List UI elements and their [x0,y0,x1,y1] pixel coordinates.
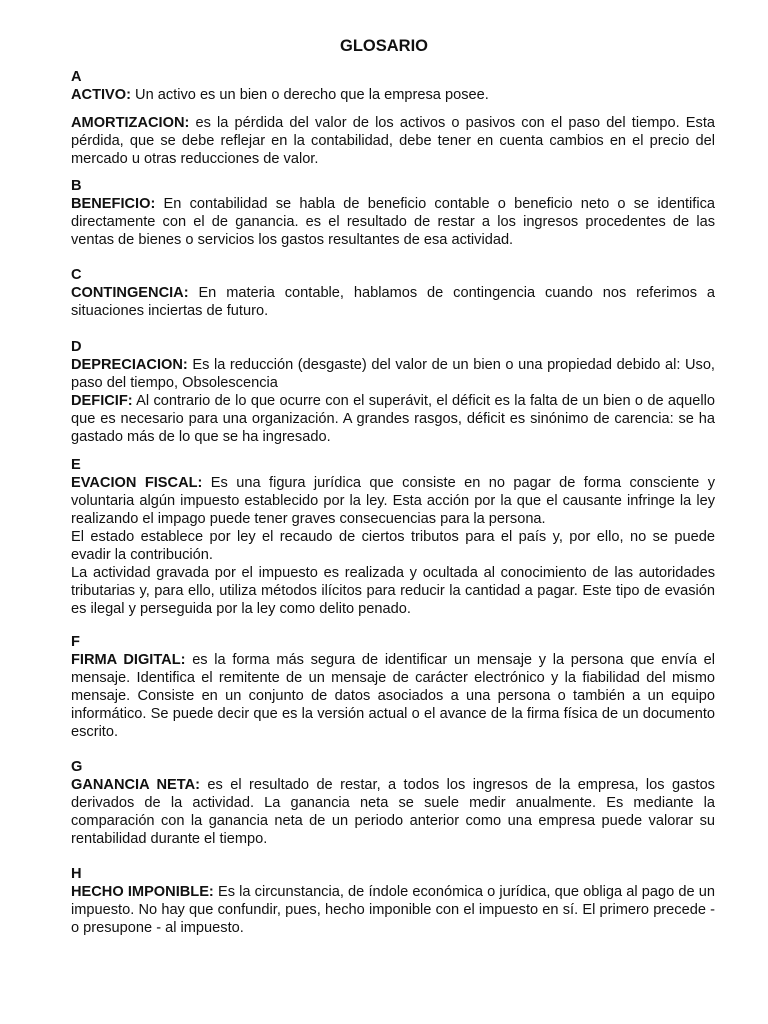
entry-term: HECHO IMPONIBLE: [71,884,214,900]
entry-term: EVACION FISCAL: [71,475,203,491]
section-h [71,865,715,937]
entry-definition: es el resultado de restar, a todos los ingresos de la empresa, los gastos derivados de la actividad. La ganancia neta se suele medir anualmente. Es mediante la comparación con la ganancia neta de un periodo anterior como una empresa puede valorar su rentabilidad durante el tiempo. [71,777,715,847]
entry-definition: En contabilidad se habla de beneficio contable o beneficio neto o se identifica directamente con el de ganancia. es el resultado de restar a los ingresos procedentes de las ventas de bienes o servicios los gastos resultantes de esa actividad. [71,196,715,248]
entry-term: FIRMA DIGITAL: [71,652,186,668]
glossary-entry [71,392,715,446]
page-title: GLOSARIO [339,37,428,55]
entry-definition: Es una figura jurídica que consiste en no pagar de forma consciente y voluntaria algún impuesto establecido por la ley. Esta acción por la que el causante infringe la ley realizando el impago puede tener graves consecuencias para la persona. [71,475,715,527]
entry-definition: En materia contable, hablamos de contingencia cuando nos referimos a situaciones inciertas de futuro. [71,285,715,319]
glossary-entry [71,651,715,741]
section-a [71,68,715,104]
entry-term: AMORTIZACION: [71,115,190,131]
entry-definition: es la pérdida del valor de los activos o pasivos con el paso del tiempo. Esta pérdida, que se debe reflejar en la contabilidad, debe tener en cuenta cambios en el precio del mercado u otras reducciones de valor. [71,115,715,167]
section-letter: A [71,69,82,85]
section-g [71,758,715,848]
entry-definition: Es la reducción (desgaste) del valor de un bien o una propiedad debido al: Uso, paso del tiempo, Obsolescencia [71,357,715,391]
section-letter: E [71,457,81,473]
glossary-entry [71,776,715,848]
entry-paragraph: El estado establece por ley el recaudo de ciertos tributos para el país y, por ello, no se puede evadir la contribución. [71,529,715,563]
entry-term: CONTINGENCIA: [71,285,189,301]
section-letter: D [71,339,82,355]
section-letter: H [71,866,82,882]
glossary-entry [71,195,715,249]
entry-term: BENEFICIO: [71,196,156,212]
entry-definition: Es la circunstancia, de índole económica o jurídica, que obliga al pago de un impuesto. No hay que confundir, pues, hecho imponible con el impuesto en sí. El primero precede - o presupone - al impuesto. [71,884,715,936]
glossary-entry [71,86,715,104]
section-e [71,456,715,618]
section-f [71,633,715,741]
glossary-entry [71,284,715,320]
section-letter: C [71,267,82,283]
entry-term: GANANCIA NETA: [71,777,201,793]
entry-definition: Al contrario de lo que ocurre con el superávit, el déficit es la falta de un bien o de aquello que es necesario para una organización. A grandes rasgos, déficit es sinónimo de carencia: se ha gastado más de lo que se ha ingresado. [71,393,715,445]
section-letter: F [71,634,80,650]
section-b [71,177,715,249]
section-letter: B [71,178,82,194]
section-c [71,266,715,320]
glossary-entry [71,474,715,528]
section-letter: G [71,759,83,775]
entry-term: DEPRECIACION: [71,357,188,373]
section-d [71,338,715,446]
entry-term: ACTIVO: [71,87,131,103]
glossary-entry [71,883,715,937]
entry-block-amortizacion [71,114,715,168]
glossary-entry [71,356,715,392]
entry-paragraph: La actividad gravada por el impuesto es realizada y ocultada al conocimiento de las autoridades tributarias y, para ello, utiliza métodos ilícitos para reducir la cantidad a pagar. Este tipo de evasión es ilegal y perseguida por la ley como delito penado. [71,565,715,617]
entry-definition: es la forma más segura de identificar un mensaje y la persona que envía el mensaje. Identifica el remitente de un mensaje de carácter electrónico y la fiabilidad del mismo mensaje. Consiste en un conjunto de datos asociados a una persona o también a un equipo informático. Se puede decir que es la versión actual o el avance de la firma física de un documento escrito. [71,652,715,740]
glossary-entry [71,114,715,168]
entry-term: DEFICIF: [71,393,133,409]
entry-definition: Un activo es un bien o derecho que la empresa posee. [131,87,489,103]
